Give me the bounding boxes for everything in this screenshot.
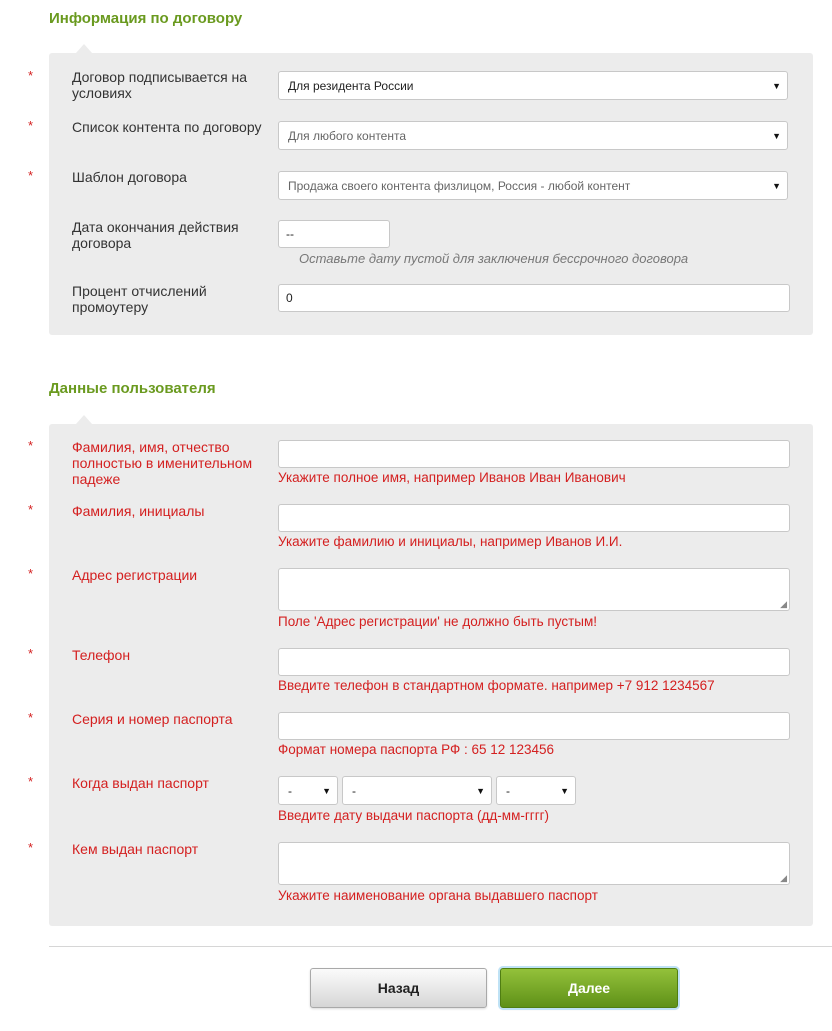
contract-section-title: Информация по договору bbox=[49, 10, 243, 27]
template-select[interactable] bbox=[278, 171, 788, 200]
required-marker: * bbox=[28, 646, 34, 661]
resize-grip-icon[interactable]: ◢ bbox=[780, 873, 787, 883]
promoter-percent-input[interactable] bbox=[278, 284, 790, 312]
chevron-down-icon: ▼ bbox=[476, 785, 485, 796]
required-marker: * bbox=[28, 840, 34, 855]
passport-number-error: Формат номера паспорта РФ : 65 12 123456 bbox=[278, 742, 555, 757]
required-marker: * bbox=[28, 566, 34, 581]
passport-day-select[interactable] bbox=[278, 776, 338, 805]
address-textarea[interactable] bbox=[278, 568, 790, 611]
chevron-down-icon: ▼ bbox=[772, 180, 781, 191]
passport-issuer-textarea[interactable] bbox=[278, 842, 790, 885]
passport-date-error: Введите дату выдачи паспорта (дд-мм-гггг) bbox=[278, 808, 550, 823]
end-date-input-value: -- bbox=[286, 227, 294, 241]
phone-label: Телефон bbox=[72, 647, 131, 663]
template-select-value: Продажа своего контента физлицом, Россия - любой контент bbox=[288, 178, 631, 193]
passport-number-label: Серия и номер паспорта bbox=[72, 711, 233, 727]
content-list-select[interactable] bbox=[278, 121, 788, 150]
next-button[interactable]: Далее bbox=[500, 968, 678, 1008]
full-name-error: Укажите полное имя, например Иванов Иван Иванович bbox=[278, 470, 626, 485]
passport-issuer-error: Укажите наименование органа выдавшего паспорт bbox=[278, 888, 598, 903]
phone-error: Введите телефон в стандартном формате. например +7 912 1234567 bbox=[278, 678, 715, 693]
address-error: Поле 'Адрес регистрации' не должно быть пустым! bbox=[278, 614, 598, 629]
required-marker: * bbox=[28, 710, 34, 725]
chevron-down-icon: ▼ bbox=[772, 130, 781, 141]
initials-label: Фамилия, инициалы bbox=[72, 503, 205, 519]
chevron-down-icon: ▼ bbox=[322, 785, 331, 796]
content-list-select-value: Для любого контента bbox=[288, 128, 407, 143]
required-marker: * bbox=[28, 774, 34, 789]
passport-date-label: Когда выдан паспорт bbox=[72, 775, 209, 791]
conditions-select[interactable] bbox=[278, 71, 788, 100]
promoter-percent-label: Процент отчислений промоутеру bbox=[72, 283, 207, 315]
content-list-label: Список контента по договору bbox=[72, 119, 262, 135]
conditions-select-value: Для резидента России bbox=[288, 78, 414, 93]
required-marker: * bbox=[28, 438, 34, 453]
chevron-down-icon: ▼ bbox=[560, 785, 569, 796]
end-date-input[interactable] bbox=[278, 220, 390, 248]
passport-year-value: - bbox=[506, 783, 510, 798]
address-label: Адрес регистрации bbox=[72, 567, 198, 583]
user-panel-notch bbox=[76, 415, 92, 424]
initials-input[interactable] bbox=[278, 504, 790, 532]
back-button[interactable]: Назад bbox=[310, 968, 487, 1008]
passport-issuer-label: Кем выдан паспорт bbox=[72, 841, 199, 857]
full-name-label: Фамилия, имя, отчество полностью в именительном падеже bbox=[72, 439, 253, 487]
phone-input[interactable] bbox=[278, 648, 790, 676]
required-marker: * bbox=[28, 502, 34, 517]
initials-error: Укажите фамилию и инициалы, например Иванов И.И. bbox=[278, 534, 623, 549]
passport-day-value: - bbox=[288, 783, 292, 798]
conditions-label: Договор подписывается на условиях bbox=[72, 69, 248, 101]
contract-panel-notch bbox=[76, 44, 92, 53]
passport-number-input[interactable] bbox=[278, 712, 790, 740]
required-marker: * bbox=[28, 168, 34, 183]
end-date-hint: Оставьте дату пустой для заключения бессрочного договора bbox=[299, 251, 689, 266]
promoter-percent-input-value: 0 bbox=[286, 291, 293, 305]
user-section-title: Данные пользователя bbox=[49, 380, 216, 397]
passport-month-value: - bbox=[352, 783, 356, 798]
passport-year-select[interactable] bbox=[496, 776, 576, 805]
required-marker: * bbox=[28, 68, 34, 83]
resize-grip-icon[interactable]: ◢ bbox=[780, 599, 787, 609]
template-label: Шаблон договора bbox=[72, 169, 187, 185]
passport-month-select[interactable] bbox=[342, 776, 492, 805]
chevron-down-icon: ▼ bbox=[772, 80, 781, 91]
end-date-label: Дата окончания действия договора bbox=[72, 219, 239, 251]
footer-divider bbox=[49, 946, 832, 947]
required-marker: * bbox=[28, 118, 34, 133]
full-name-input[interactable] bbox=[278, 440, 790, 468]
